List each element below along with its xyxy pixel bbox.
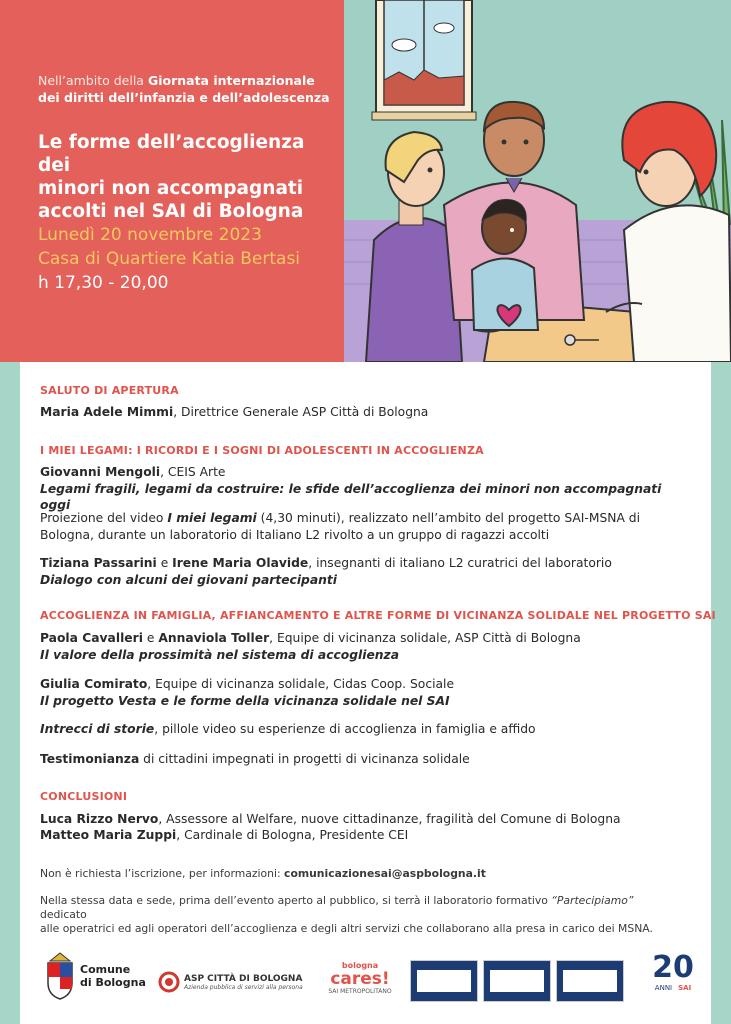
- event-date: Lunedì 20 novembre 2023: [38, 225, 262, 245]
- title-line-3: accolti nel SAI di Bologna: [38, 201, 304, 222]
- video-text-b: (4,30 minuti), realizzato nell’ambito del progetto SAI-MSNA di: [256, 511, 641, 525]
- cares-small: bologna: [341, 961, 379, 970]
- section-title-legami: I MIEI LEGAMI: I RICORDI E I SOGNI DI ADOLESCENTI IN ACCOGLIENZA: [40, 444, 484, 457]
- sai-20: 20: [652, 950, 694, 985]
- left-border: [0, 362, 20, 1024]
- video-projection: [40, 510, 680, 543]
- intro-bold-2: dei diritti dell’infanzia e dell’adolescenza: [38, 90, 330, 105]
- speaker-name: Luca Rizzo Nervo: [40, 812, 159, 826]
- speaker-name-2: Annaviola Toller: [158, 631, 270, 645]
- event-time: h 17,30 - 20,00: [38, 273, 169, 293]
- logo-sai-system-2: [483, 960, 551, 1002]
- header: [0, 0, 731, 362]
- item-desc: , pillole video su esperienze di accoglienza in famiglia e affido: [154, 722, 536, 736]
- note-c: alle operatrici ed agli operatori dell’accoglienza e degli altri servizi che collaborano alla presa in carico dei MSNA.: [40, 922, 653, 935]
- info-email[interactable]: comunicazionesai@aspbologna.it: [284, 867, 486, 880]
- speaker-mengoli: [40, 464, 680, 514]
- right-border: [711, 362, 731, 1024]
- comune-line-2: di Bologna: [80, 976, 146, 989]
- event-title: [38, 131, 338, 223]
- intro-bold-1: Giornata internazionale: [147, 73, 315, 88]
- header-text-panel: [0, 0, 344, 362]
- section-title-opening: SALUTO DI APERTURA: [40, 384, 179, 397]
- speaker-passarini-olavide: [40, 555, 680, 588]
- and-text: e: [142, 631, 159, 645]
- speaker-role: , Cardinale di Bologna, Presidente CEI: [176, 828, 409, 842]
- illustration: [344, 0, 731, 362]
- note-quote: “Partecipiamo”: [551, 894, 634, 907]
- info-text: Non è richiesta l’iscrizione, per informazioni:: [40, 867, 285, 880]
- comune-line-1: Comune: [80, 963, 131, 976]
- workshop-note: [40, 894, 680, 936]
- talk-title: Il valore della prossimità nel sistema di accoglienza: [40, 647, 399, 662]
- speaker-mimmi: [40, 404, 680, 421]
- asp-subtitle: Azienda pubblica di servizi alla persona: [184, 983, 303, 991]
- note-b: dedicato: [40, 908, 87, 921]
- testimonianza: [40, 751, 680, 768]
- comune-crest-icon: [44, 951, 76, 1001]
- speaker-name-1: Paola Cavalleri: [40, 631, 143, 645]
- cares-sub: SAI METROPOLITANO: [328, 988, 392, 995]
- sai-label: SAI: [678, 984, 692, 992]
- and-text: e: [156, 556, 173, 570]
- info-line: [40, 867, 680, 881]
- logo-sai-20-anni: [646, 952, 700, 1004]
- asp-logo-icon: [158, 971, 180, 993]
- speaker-name-1: Tiziana Passarini: [40, 556, 157, 570]
- logo-asp: [158, 968, 308, 996]
- item-desc: di cittadini impegnati in progetti di vicinanza solidale: [139, 752, 470, 766]
- speaker-rizzo-nervo: [40, 811, 680, 828]
- intro-text: [38, 72, 338, 106]
- section-title-conclusioni: CONCLUSIONI: [40, 790, 128, 803]
- speaker-name-2: Irene Maria Olavide: [172, 556, 309, 570]
- speaker-role: , Direttrice Generale ASP Città di Bologna: [173, 405, 429, 419]
- speaker-role: , Equipe di vicinanza solidale, Cidas Coop. Sociale: [147, 677, 455, 691]
- logo-bologna-cares: [320, 962, 400, 1000]
- logo-sai-system-3: [556, 960, 624, 1002]
- asp-name: ASP CITTÀ DI BOLOGNA: [184, 973, 303, 984]
- logo-comune-bologna: [44, 950, 154, 1002]
- talk-title: Dialogo con alcuni dei giovani partecipanti: [40, 572, 337, 587]
- speaker-name: Giovanni Mengoli: [40, 465, 161, 479]
- event-venue: Casa di Quartiere Katia Bertasi: [38, 249, 301, 269]
- sai-anni: ANNI: [654, 984, 673, 992]
- speaker-role: , Equipe di vicinanza solidale, ASP Città di Bologna: [269, 631, 581, 645]
- talk-title: Il progetto Vesta e le forme della vicinanza solidale nel SAI: [40, 693, 450, 708]
- title-line-1: Le forme dell’accoglienza dei: [38, 132, 305, 176]
- item-title: Testimonianza: [40, 752, 140, 766]
- intrecci-di-storie: [40, 721, 680, 738]
- cares-big: cares!: [330, 969, 390, 989]
- title-line-2: minori non accompagnati: [38, 178, 304, 199]
- speaker-role: , CEIS Arte: [160, 465, 226, 479]
- video-title: I miei legami: [167, 511, 257, 525]
- note-a: Nella stessa data e sede, prima dell’evento aperto al pubblico, si terrà il laboratorio formativo: [40, 894, 552, 907]
- speaker-comirato: [40, 676, 680, 709]
- speaker-role: , insegnanti di italiano L2 curatrici del laboratorio: [308, 556, 612, 570]
- video-text-c: Bologna, durante un laboratorio di Italiano L2 rivolto a un gruppo di ragazzi accolti: [40, 527, 550, 542]
- section-title-accoglienza: ACCOGLIENZA IN FAMIGLIA, AFFIANCAMENTO E ALTRE FORME DI VICINANZA SOLIDALE NEL PROGETTO SAI: [40, 609, 716, 622]
- logo-sai-system-1: [410, 960, 478, 1002]
- speaker-name: Giulia Comirato: [40, 677, 148, 691]
- speaker-name: Maria Adele Mimmi: [40, 405, 174, 419]
- speaker-name: Matteo Maria Zuppi: [40, 828, 177, 842]
- video-text-a: Proiezione del video: [40, 511, 168, 525]
- talk-title: Legami fragili, legami da costruire: le sfide dell’accoglienza dei minori non accompagnati oggi: [40, 481, 662, 512]
- item-title: Intrecci di storie: [40, 722, 155, 736]
- speaker-cavalleri-toller: [40, 630, 680, 663]
- speaker-role: , Assessore al Welfare, nuove cittadinanze, fragilità del Comune di Bologna: [158, 812, 621, 826]
- intro-prefix: Nell’ambito della: [38, 73, 148, 88]
- speaker-zuppi: [40, 827, 680, 844]
